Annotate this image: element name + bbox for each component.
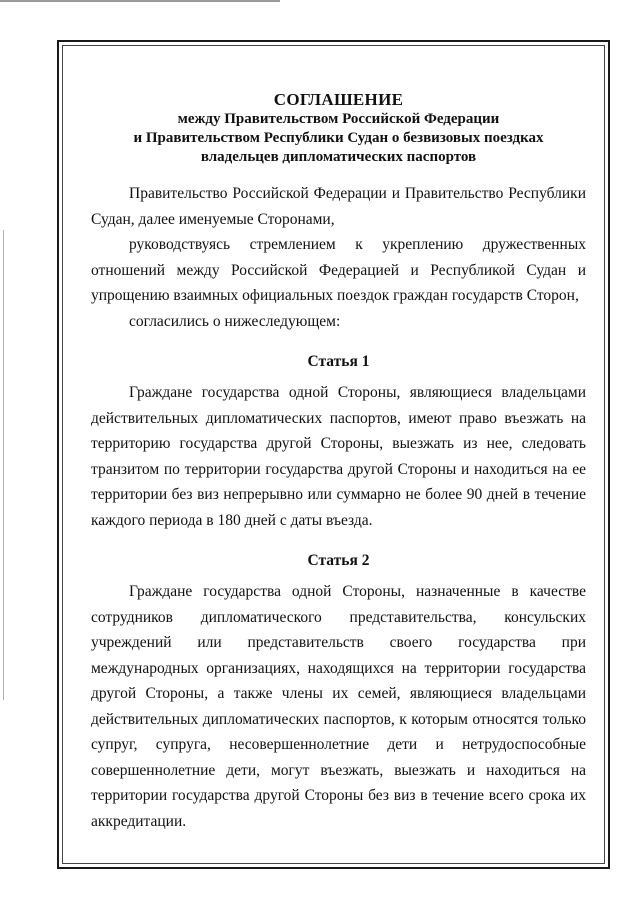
article-2-text: Граждане государства одной Стороны, назначенные в качестве сотрудников дипломатического представительства, консульских учреждений или представительств своего государства при международных организациях, находящихся на территории государства другой Стороны, а также члены их семей, являющиеся владельцами действительных дипломатических паспортов, к которым относятся только супруг, супруга, несовершеннолетние дети и нетрудоспособные совершеннолетние дети, могут въезжать, выезжать и находиться на территории государства другой Стороны без виз в течение всего срока их аккредитации. — [91, 583, 586, 830]
document-subtitle-line-2: и Правительством Республики Судан о безвизовых поездках — [133, 130, 544, 146]
document-title: СОГЛАШЕНИЕ — [273, 90, 404, 109]
preamble-motivation: руководствуясь стремлением к укреплению дружественных отношений между Российской Федерацией и Республикой Судан и упрощению взаимных официальных поездок граждан государств Сторон, — [91, 236, 586, 304]
preamble-parties: Правительство Российской Федерации и Правительство Республики Судан, далее именуемые Сторонами, — [91, 185, 586, 228]
scan-edge-left-line — [3, 230, 4, 700]
document-body — [91, 90, 586, 834]
article-1-heading: Статья 1 — [307, 353, 370, 370]
preamble-agreement: согласились о нижеследующем: — [129, 312, 341, 330]
document-subtitle-line-1: между Правительством Российской Федерации — [177, 111, 500, 127]
article-1-text: Граждане государства одной Стороны, являющиеся владельцами действительных дипломатических паспортов, имеют право въезжать на территорию государства другой Стороны, выезжать из нее, следовать транзитом по территории государства другой Стороны и находиться на ее территории без виз непрерывно или суммарно не более 90 дней в течение каждого периода в 180 дней с даты въезда. — [91, 384, 586, 529]
document-subtitle-line-3: владельцев дипломатических паспортов — [200, 149, 477, 165]
scan-edge-top-line — [0, 0, 280, 2]
article-2-heading: Статья 2 — [307, 552, 370, 569]
